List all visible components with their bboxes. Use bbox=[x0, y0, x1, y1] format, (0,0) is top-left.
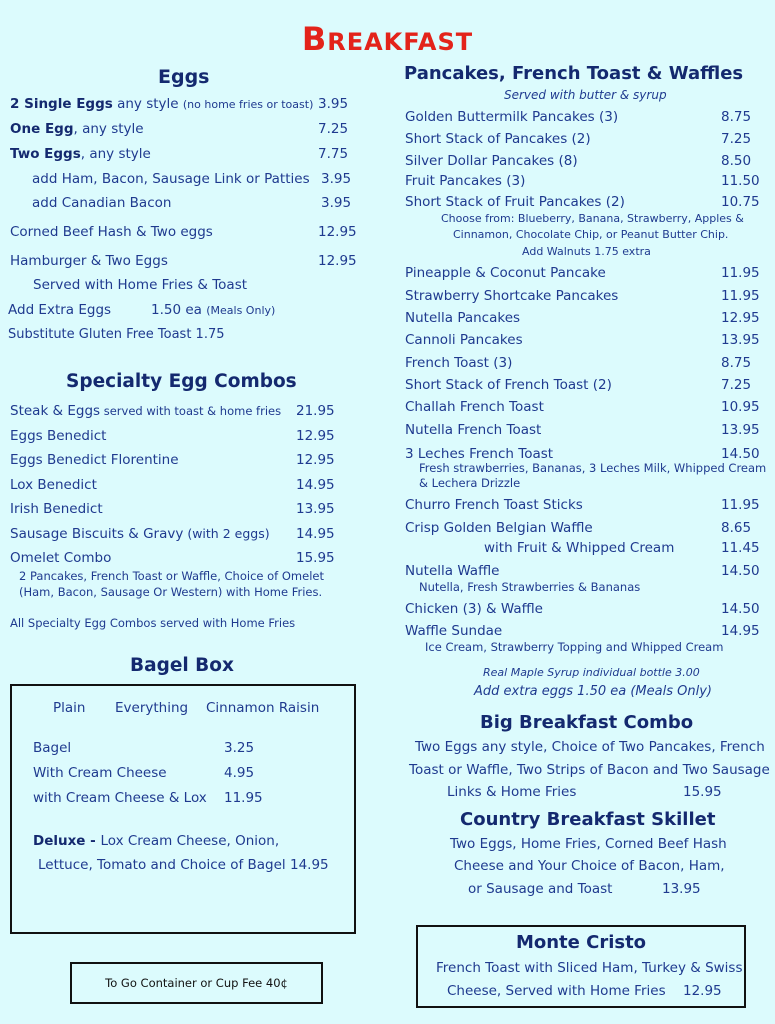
menu-item: Eggs Benedict bbox=[10, 428, 107, 444]
menu-item: With Cream Cheese bbox=[33, 765, 167, 781]
price: 12.95 bbox=[296, 428, 335, 444]
specialty-heading: Specialty Egg Combos bbox=[66, 371, 297, 392]
menu-note: Served with Home Fries & Toast bbox=[33, 277, 248, 293]
menu-item: with Cream Cheese & Lox bbox=[33, 790, 207, 806]
menu-desc: Choose from: Blueberry, Banana, Strawberry, Apples & bbox=[441, 212, 744, 225]
price: 3.95 bbox=[321, 195, 352, 211]
menu-item: Hamburger & Two Eggs bbox=[10, 253, 168, 269]
menu-item: Add Extra Eggs bbox=[8, 302, 112, 318]
price: 11.95 bbox=[224, 790, 263, 806]
menu-item: Irish Benedict bbox=[10, 501, 103, 517]
menu-item: 2 Single Eggs any style (no home fries or toast) bbox=[10, 96, 314, 112]
price: 21.95 bbox=[296, 403, 335, 419]
price: 8.50 bbox=[721, 153, 752, 169]
price: 11.45 bbox=[721, 540, 760, 556]
menu-item: Bagel bbox=[33, 740, 72, 756]
big-combo-desc: Toast or Waffle, Two Strips of Bacon and Two Sausage bbox=[409, 762, 770, 778]
price: 14.95 bbox=[296, 526, 335, 542]
menu-item: Waffle Sundae bbox=[405, 623, 503, 639]
menu-item: Golden Buttermilk Pancakes (3) bbox=[405, 109, 619, 125]
menu-item: Corned Beef Hash & Two eggs bbox=[10, 224, 213, 240]
menu-item: Crisp Golden Belgian Waffle bbox=[405, 520, 593, 536]
price: 13.95 bbox=[662, 881, 701, 897]
menu-item: Chicken (3) & Waffle bbox=[405, 601, 543, 617]
skillet-desc: Cheese and Your Choice of Bacon, Ham, bbox=[454, 858, 725, 874]
menu-item: with Fruit & Whipped Cream bbox=[484, 540, 675, 556]
price: 12.95 bbox=[683, 983, 722, 999]
menu-item: Churro French Toast Sticks bbox=[405, 497, 583, 513]
bagel-box bbox=[10, 684, 356, 934]
monte-cristo-heading: Monte Cristo bbox=[515, 932, 647, 953]
price: 11.95 bbox=[721, 288, 760, 304]
menu-item: Fruit Pancakes (3) bbox=[405, 173, 526, 189]
menu-item: Steak & Eggs served with toast & home fries bbox=[10, 403, 282, 419]
menu-item: Nutella French Toast bbox=[405, 422, 542, 438]
menu-item: add Ham, Bacon, Sausage Link or Patties bbox=[32, 171, 310, 187]
menu-item: Deluxe - Lox Cream Cheese, Onion, bbox=[33, 833, 280, 849]
eggs-heading: Eggs bbox=[158, 66, 210, 88]
price: 14.50 bbox=[721, 601, 760, 617]
menu-item: Nutella Waffle bbox=[405, 563, 500, 579]
skillet-desc: Two Eggs, Home Fries, Corned Beef Hash bbox=[450, 836, 727, 852]
menu-item: Short Stack of French Toast (2) bbox=[405, 377, 612, 393]
maple-syrup: Real Maple Syrup individual bottle 3.00 bbox=[483, 666, 700, 679]
extra-eggs: Add extra eggs 1.50 ea (Meals Only) bbox=[474, 684, 712, 699]
price: 11.95 bbox=[721, 497, 760, 513]
skillet-heading: Country Breakfast Skillet bbox=[460, 809, 716, 830]
menu-item: One Egg, any style bbox=[10, 121, 144, 137]
bagel-type: Plain bbox=[53, 700, 86, 716]
price: 13.95 bbox=[721, 332, 760, 348]
bagel-type: Everything bbox=[115, 700, 189, 716]
menu-item: Lox Benedict bbox=[10, 477, 97, 493]
price: 8.65 bbox=[721, 520, 752, 536]
price: 12.95 bbox=[318, 253, 357, 269]
price: 3.95 bbox=[321, 171, 352, 187]
bagel-heading: Bagel Box bbox=[130, 655, 234, 676]
price: 7.75 bbox=[318, 146, 349, 162]
menu-item: Pineapple & Coconut Pancake bbox=[405, 265, 606, 281]
menu-desc: Ice Cream, Strawberry Topping and Whipped Cream bbox=[425, 640, 724, 654]
big-combo-heading: Big Breakfast Combo bbox=[480, 712, 694, 733]
menu-item: French Toast (3) bbox=[405, 355, 513, 371]
menu-item: Short Stack of Fruit Pancakes (2) bbox=[405, 194, 625, 210]
price: 7.25 bbox=[721, 131, 752, 147]
menu-desc: (Ham, Bacon, Sausage Or Western) with Home Fries. bbox=[19, 585, 323, 599]
price: 3.95 bbox=[318, 96, 349, 112]
menu-desc: 2 Pancakes, French Toast or Waffle, Choice of Omelet bbox=[19, 569, 324, 583]
price: 7.25 bbox=[318, 121, 349, 137]
menu-desc: Fresh strawberries, Bananas, 3 Leches Milk, Whipped Cream bbox=[419, 461, 767, 475]
price: 13.95 bbox=[296, 501, 335, 517]
menu-desc: Cinnamon, Chocolate Chip, or Peanut Butter Chip. bbox=[453, 228, 729, 241]
menu-item: Two Eggs, any style bbox=[10, 146, 151, 162]
price: 11.50 bbox=[721, 173, 760, 189]
monte-cristo-desc: French Toast with Sliced Ham, Turkey & Swiss bbox=[436, 960, 743, 976]
menu-item: Silver Dollar Pancakes (8) bbox=[405, 153, 578, 169]
menu-note: All Specialty Egg Combos served with Home Fries bbox=[10, 616, 296, 630]
menu-item: Challah French Toast bbox=[405, 399, 544, 415]
menu-desc: Nutella, Fresh Strawberries & Bananas bbox=[419, 580, 641, 594]
menu-item: Substitute Gluten Free Toast 1.75 bbox=[8, 327, 225, 342]
page-title: BREAKFAST bbox=[301, 20, 474, 58]
price: 10.95 bbox=[721, 399, 760, 415]
price: 14.50 bbox=[721, 563, 760, 579]
price: 12.95 bbox=[318, 224, 357, 240]
price: 8.75 bbox=[721, 109, 752, 125]
price: 7.25 bbox=[721, 377, 752, 393]
price: 11.95 bbox=[721, 265, 760, 281]
menu-item: Cannoli Pancakes bbox=[405, 332, 523, 348]
skillet-desc: or Sausage and Toast bbox=[468, 881, 613, 897]
price: 15.95 bbox=[683, 784, 722, 800]
pancakes-subheading: Served with butter & syrup bbox=[504, 88, 667, 102]
menu-item: add Canadian Bacon bbox=[32, 195, 172, 211]
menu-item: Lettuce, Tomato and Choice of Bagel bbox=[38, 857, 286, 873]
price: 3.25 bbox=[224, 740, 255, 756]
price: 10.75 bbox=[721, 194, 760, 210]
price: 14.95 bbox=[290, 857, 329, 873]
price: 14.95 bbox=[296, 477, 335, 493]
menu-item: Short Stack of Pancakes (2) bbox=[405, 131, 591, 147]
big-combo-desc: Links & Home Fries bbox=[447, 784, 577, 800]
pancakes-heading: Pancakes, French Toast & Waffles bbox=[404, 63, 744, 84]
to-go-fee: To Go Container or Cup Fee 40¢ bbox=[105, 976, 288, 990]
price: 8.75 bbox=[721, 355, 752, 371]
price: 12.95 bbox=[721, 310, 760, 326]
price: 4.95 bbox=[224, 765, 255, 781]
menu-item: Strawberry Shortcake Pancakes bbox=[405, 288, 619, 304]
menu-desc: & Lechera Drizzle bbox=[419, 476, 521, 490]
menu-item: Sausage Biscuits & Gravy (with 2 eggs) bbox=[10, 526, 270, 542]
price: 14.95 bbox=[721, 623, 760, 639]
price: 13.95 bbox=[721, 422, 760, 438]
menu-item: Omelet Combo bbox=[10, 550, 112, 566]
big-combo-desc: Two Eggs any style, Choice of Two Pancakes, French bbox=[415, 739, 765, 755]
menu-desc: Add Walnuts 1.75 extra bbox=[522, 245, 651, 258]
menu-item: Nutella Pancakes bbox=[405, 310, 521, 326]
menu-item: 3 Leches French Toast bbox=[405, 446, 554, 462]
price: 15.95 bbox=[296, 550, 335, 566]
monte-cristo-desc: Cheese, Served with Home Fries bbox=[447, 983, 666, 999]
bagel-type: Cinnamon Raisin bbox=[206, 700, 320, 716]
price: 12.95 bbox=[296, 452, 335, 468]
menu-item: 1.50 ea (Meals Only) bbox=[151, 302, 276, 318]
price: 14.50 bbox=[721, 446, 760, 462]
menu-item: Eggs Benedict Florentine bbox=[10, 452, 179, 468]
